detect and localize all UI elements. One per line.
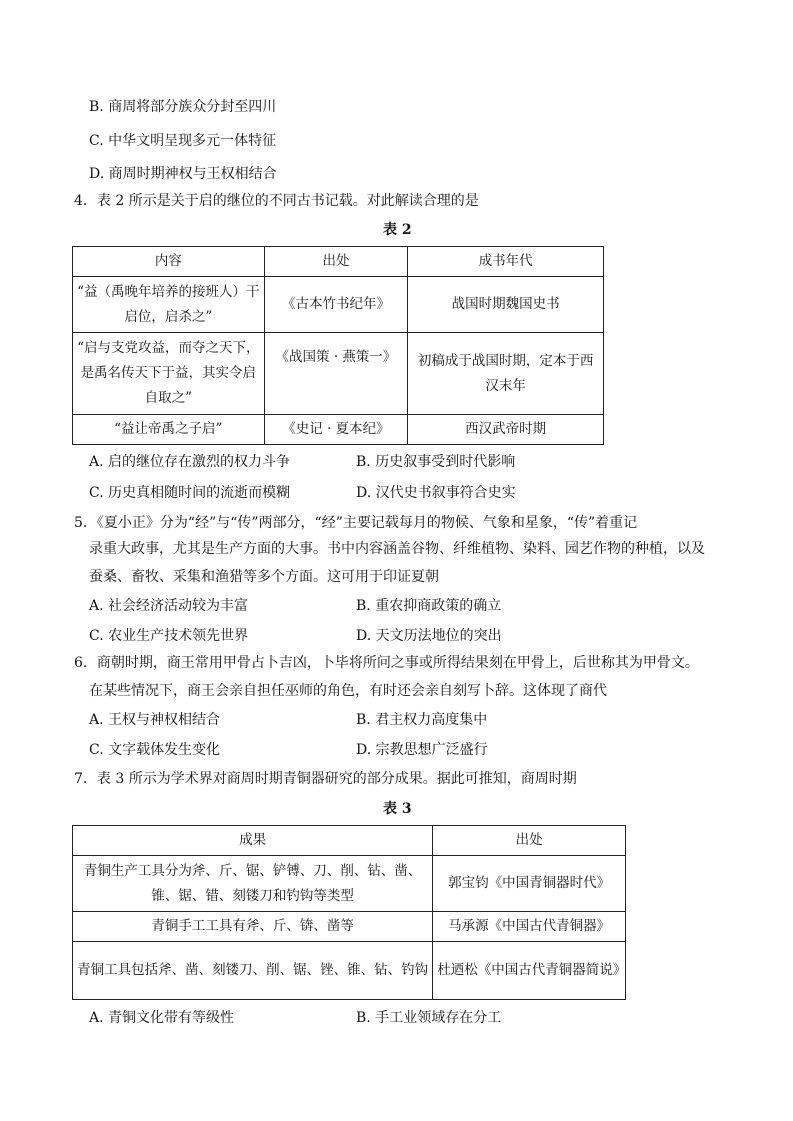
q4-row2-era: 初稿成于战国时期，定本于西汉末年 — [408, 333, 604, 415]
q7-row2-source: 马承源《中国古代青铜器》 — [433, 912, 626, 942]
q7-row2-result: 青铜手工工具有斧、斤、锛、凿等 — [73, 912, 433, 942]
q5-stem-line1: 5．《夏小正》分为“经”与“传”两部分，“经”主要记载每月的物候、气象和星象，“传”着重记 — [74, 515, 638, 531]
q6-stem-line1: 6．商朝时期，商王常用甲骨占卜吉凶，卜毕将所问之事或所得结果刻在甲骨上，后世称其为甲骨文。 — [74, 655, 699, 671]
q4-row3-era: 西汉武帝时期 — [408, 415, 604, 445]
q7-header-source: 出处 — [433, 826, 626, 856]
q7-row1-result: 青铜生产工具分为斧、斤、锯、铲镈、刀、削、钻、凿、锥、锯、错、刻镂刀和钓钩等类型 — [73, 856, 433, 912]
q4-stem: 4．表 2 所示是关于启的继位的不同古书记载。对此解读合理的是 — [74, 193, 479, 209]
q5-option-c: C. 农业生产技术领先世界 — [89, 628, 249, 644]
q7-row3-result: 青铜工具包括斧、凿、刻镂刀、削、锯、锉、锥、钻、钓钩 — [73, 942, 433, 1000]
q6-option-b: B. 君主权力高度集中 — [356, 712, 488, 728]
q5-option-a: A. 社会经济活动较为丰富 — [89, 598, 249, 614]
q5-stem-line2: 录重大政事，尤其是生产方面的大事。书中内容涵盖谷物、纤维植物、染料、园艺作物的种植，以及 — [89, 541, 705, 557]
q7-row3-source: 杜迺松《中国古代青铜器简说》 — [433, 942, 626, 1000]
q4-header-content: 内容 — [73, 247, 265, 277]
q4-row1-content: “益（禹晚年培养的接班人）干启位，启杀之” — [73, 277, 265, 333]
q4-table — [72, 246, 604, 445]
q4-option-b: B. 历史叙事受到时代影响 — [356, 454, 516, 470]
q6-option-a: A. 王权与神权相结合 — [89, 712, 221, 728]
q7-header-result: 成果 — [73, 826, 433, 856]
q4-row1-source: 《古本竹书纪年》 — [264, 277, 408, 333]
q4-row3-content: “益让帝禹之子启” — [73, 415, 265, 445]
q7-table-caption: 表 3 — [383, 801, 412, 817]
q6-option-c: C. 文字载体发生变化 — [89, 742, 221, 758]
q3-option-b: B. 商周将部分族众分封至四川 — [89, 99, 277, 115]
q7-stem: 7．表 3 所示为学术界对商周时期青铜器研究的部分成果。据此可推知，商周时期 — [74, 771, 577, 787]
q5-option-d: D. 天文历法地位的突出 — [356, 628, 502, 644]
q4-option-c: C. 历史真相随时间的流逝而模糊 — [89, 485, 291, 501]
q6-stem-line2: 在某些情况下，商王会亲自担任巫师的角色，有时还会亲自刻写卜辞。这体现了商代 — [89, 683, 607, 699]
q7-table — [72, 825, 626, 1000]
q4-table-caption: 表 2 — [383, 222, 412, 238]
q3-option-c: C. 中华文明呈现多元一体特征 — [89, 133, 277, 149]
q4-row2-source: 《战国策 · 燕策一》 — [264, 333, 408, 415]
q4-row3-source: 《史记 · 夏本纪》 — [264, 415, 408, 445]
q4-option-d: D. 汉代史书叙事符合史实 — [356, 485, 516, 501]
q7-option-b: B. 手工业领域存在分工 — [356, 1010, 502, 1026]
q4-header-era: 成书年代 — [408, 247, 604, 277]
q4-row2-content: “启与支党攻益，而夺之天下，是禹名传天下于益，其实令启自取之” — [73, 333, 265, 415]
q3-option-d: D. 商周时期神权与王权相结合 — [89, 166, 277, 182]
q4-row1-era: 战国时期魏国史书 — [408, 277, 604, 333]
q7-option-a: A. 青铜文化带有等级性 — [89, 1010, 235, 1026]
q4-header-source: 出处 — [264, 247, 408, 277]
q7-row1-source: 郭宝钧《中国青铜器时代》 — [433, 856, 626, 912]
q4-option-a: A. 启的继位存在激烈的权力斗争 — [89, 454, 291, 470]
q5-option-b: B. 重农抑商政策的确立 — [356, 598, 502, 614]
q6-option-d: D. 宗教思想广泛盛行 — [356, 742, 488, 758]
q5-stem-line3: 蚕桑、畜牧、采集和渔猎等多个方面。这可用于印证夏朝 — [89, 569, 439, 585]
